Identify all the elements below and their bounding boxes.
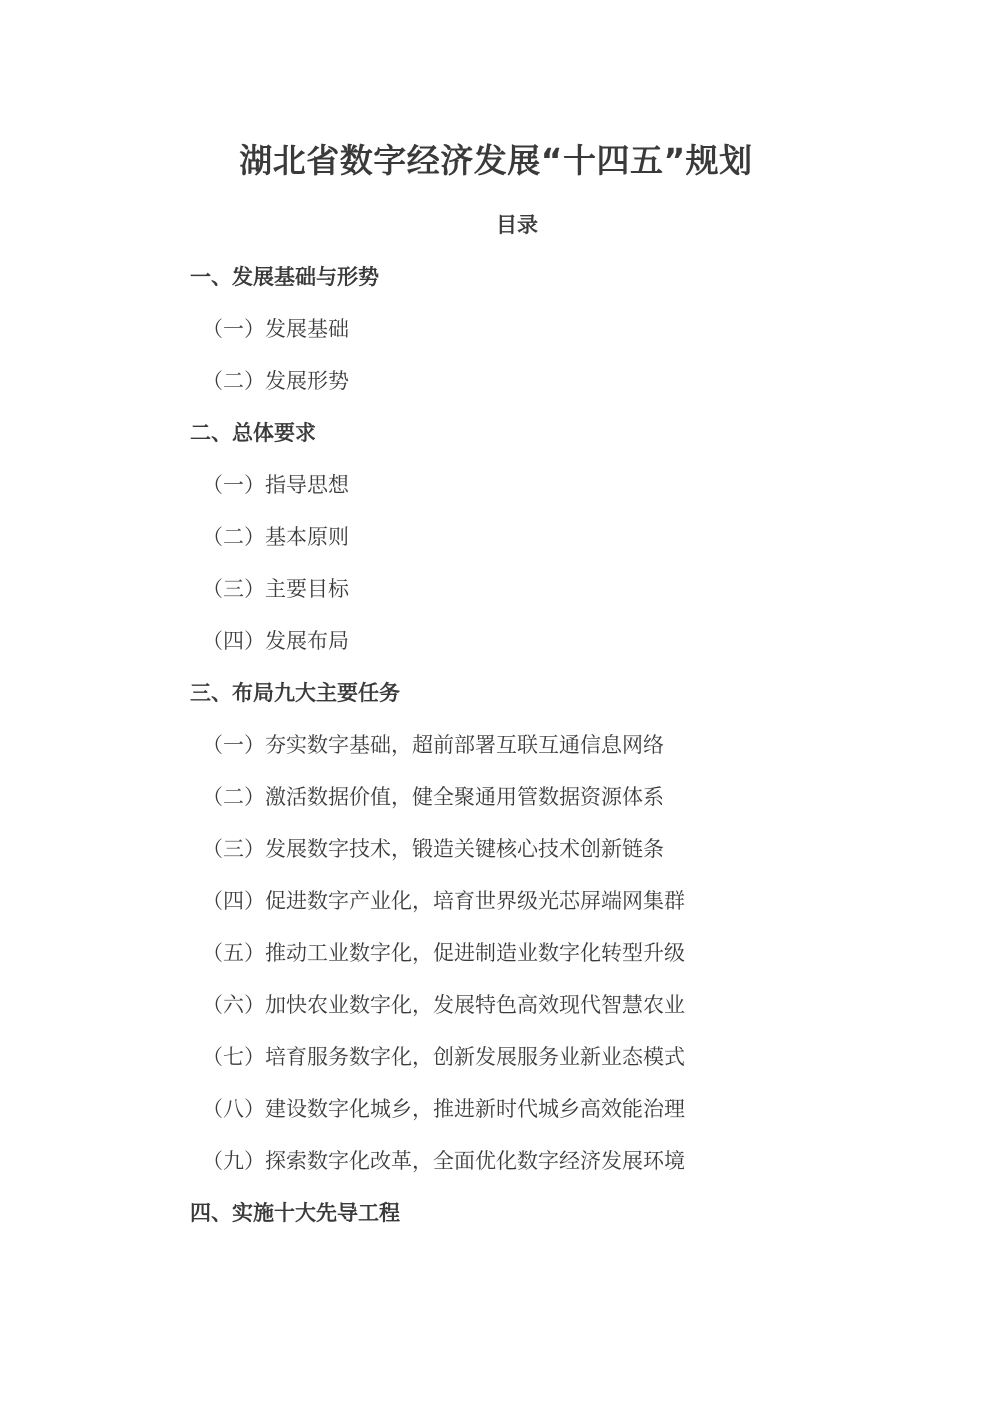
toc-chapter: 二、总体要求 <box>190 421 316 445</box>
toc-section: （一）发展基础 <box>202 317 349 341</box>
toc-section: （二）激活数据价值，健全聚通用管数据资源体系 <box>202 785 664 809</box>
toc-section: （四）促进数字产业化，培育世界级光芯屏端网集群 <box>202 889 685 913</box>
toc-chapter: 四、实施十大先导工程 <box>190 1201 400 1225</box>
toc-section: （八）建设数字化城乡，推进新时代城乡高效能治理 <box>202 1097 685 1121</box>
toc-section: （七）培育服务数字化，创新发展服务业新业态模式 <box>202 1045 685 1069</box>
toc-section: （一）夯实数字基础，超前部署互联互通信息网络 <box>202 733 664 757</box>
toc-section: （四）发展布局 <box>202 629 349 653</box>
table-of-contents <box>190 261 810 1249</box>
toc-heading: 目录 <box>496 213 538 237</box>
toc-section: （五）推动工业数字化，促进制造业数字化转型升级 <box>202 941 685 965</box>
toc-section: （一）指导思想 <box>202 473 349 497</box>
toc-chapter: 一、发展基础与形势 <box>190 265 379 289</box>
toc-section: （三）发展数字技术，锻造关键核心技术创新链条 <box>202 837 664 861</box>
toc-section: （六）加快农业数字化，发展特色高效现代智慧农业 <box>202 993 685 1017</box>
toc-chapter: 三、布局九大主要任务 <box>190 681 400 705</box>
document-title: 湖北省数字经济发展“十四五”规划 <box>239 141 753 180</box>
toc-section: （三）主要目标 <box>202 577 349 601</box>
toc-section: （二）基本原则 <box>202 525 349 549</box>
toc-section: （九）探索数字化改革，全面优化数字经济发展环境 <box>202 1149 685 1173</box>
toc-section: （二）发展形势 <box>202 369 349 393</box>
